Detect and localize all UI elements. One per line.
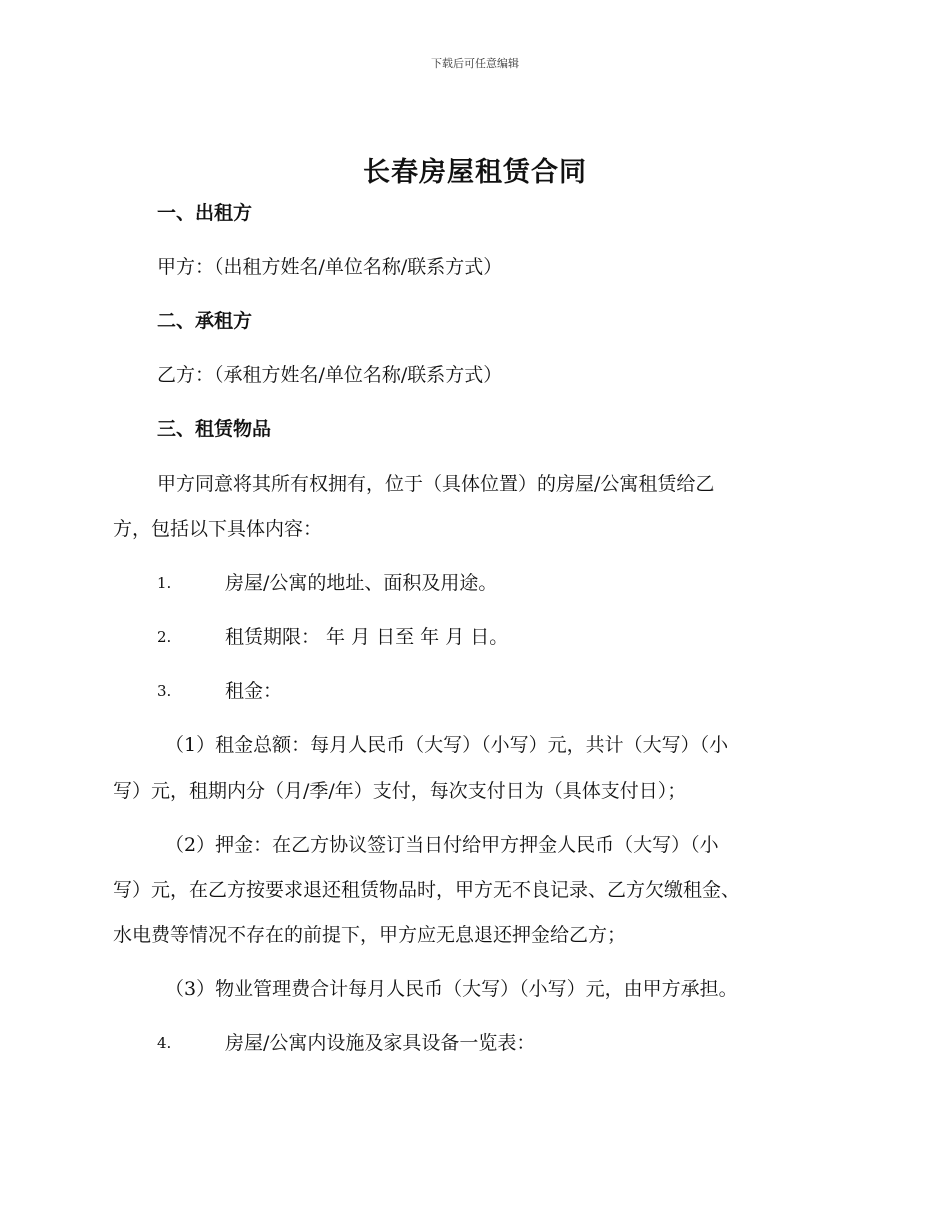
- items-intro-line-1: 甲方同意将其所有权拥有，位于（具体位置）的房屋/公寓租赁给乙: [157, 473, 715, 495]
- header-note: 下载后可任意编辑: [431, 57, 519, 70]
- deposit-clause-line-2: 写）元，在乙方按要求退还租赁物品时，甲方无不良记录、乙方欠缴租金、: [113, 879, 741, 901]
- items-intro-line-2: 方，包括以下具体内容：: [113, 518, 323, 540]
- lessee-line: 乙方：（承租方姓名/单位名称/联系方式）: [157, 364, 503, 386]
- deposit-clause-line-1: （2）押金：在乙方协议签订当日付给甲方押金人民币（大写）（小: [165, 834, 719, 856]
- deposit-clause-line-3: 水电费等情况不存在的前提下，甲方应无息退还押金给乙方；: [113, 924, 627, 946]
- section-heading-lessee: 二、承租方: [157, 310, 253, 332]
- list-item-number: 2.: [157, 628, 172, 646]
- section-heading-lessor: 一、出租方: [157, 202, 253, 224]
- list-item-text: 租金：: [225, 680, 283, 702]
- list-item-number: 3.: [157, 682, 172, 700]
- list-item-number: 1.: [157, 574, 172, 592]
- section-heading-items: 三、租赁物品: [157, 418, 272, 440]
- list-item-text: 租赁期限： 年 月 日至 年 月 日。: [225, 626, 509, 648]
- lessor-line: 甲方：（出租方姓名/单位名称/联系方式）: [157, 256, 503, 278]
- list-item-number: 4.: [157, 1034, 172, 1052]
- list-item-text: 房屋/公寓的地址、面积及用途。: [225, 572, 498, 594]
- property-fee-clause: （3）物业管理费合计每月人民币（大写）（小写）元，由甲方承担。: [165, 978, 738, 1000]
- list-item-text: 房屋/公寓内设施及家具设备一览表：: [225, 1032, 536, 1054]
- document-title: 长春房屋租赁合同: [363, 157, 587, 188]
- rent-clause-1-line-2: 写）元，租期内分（月/季/年）支付，每次支付日为（具体支付日）；: [113, 780, 687, 802]
- rent-clause-1-line-1: （1）租金总额：每月人民币（大写）（小写）元，共计（大写）（小: [165, 734, 729, 756]
